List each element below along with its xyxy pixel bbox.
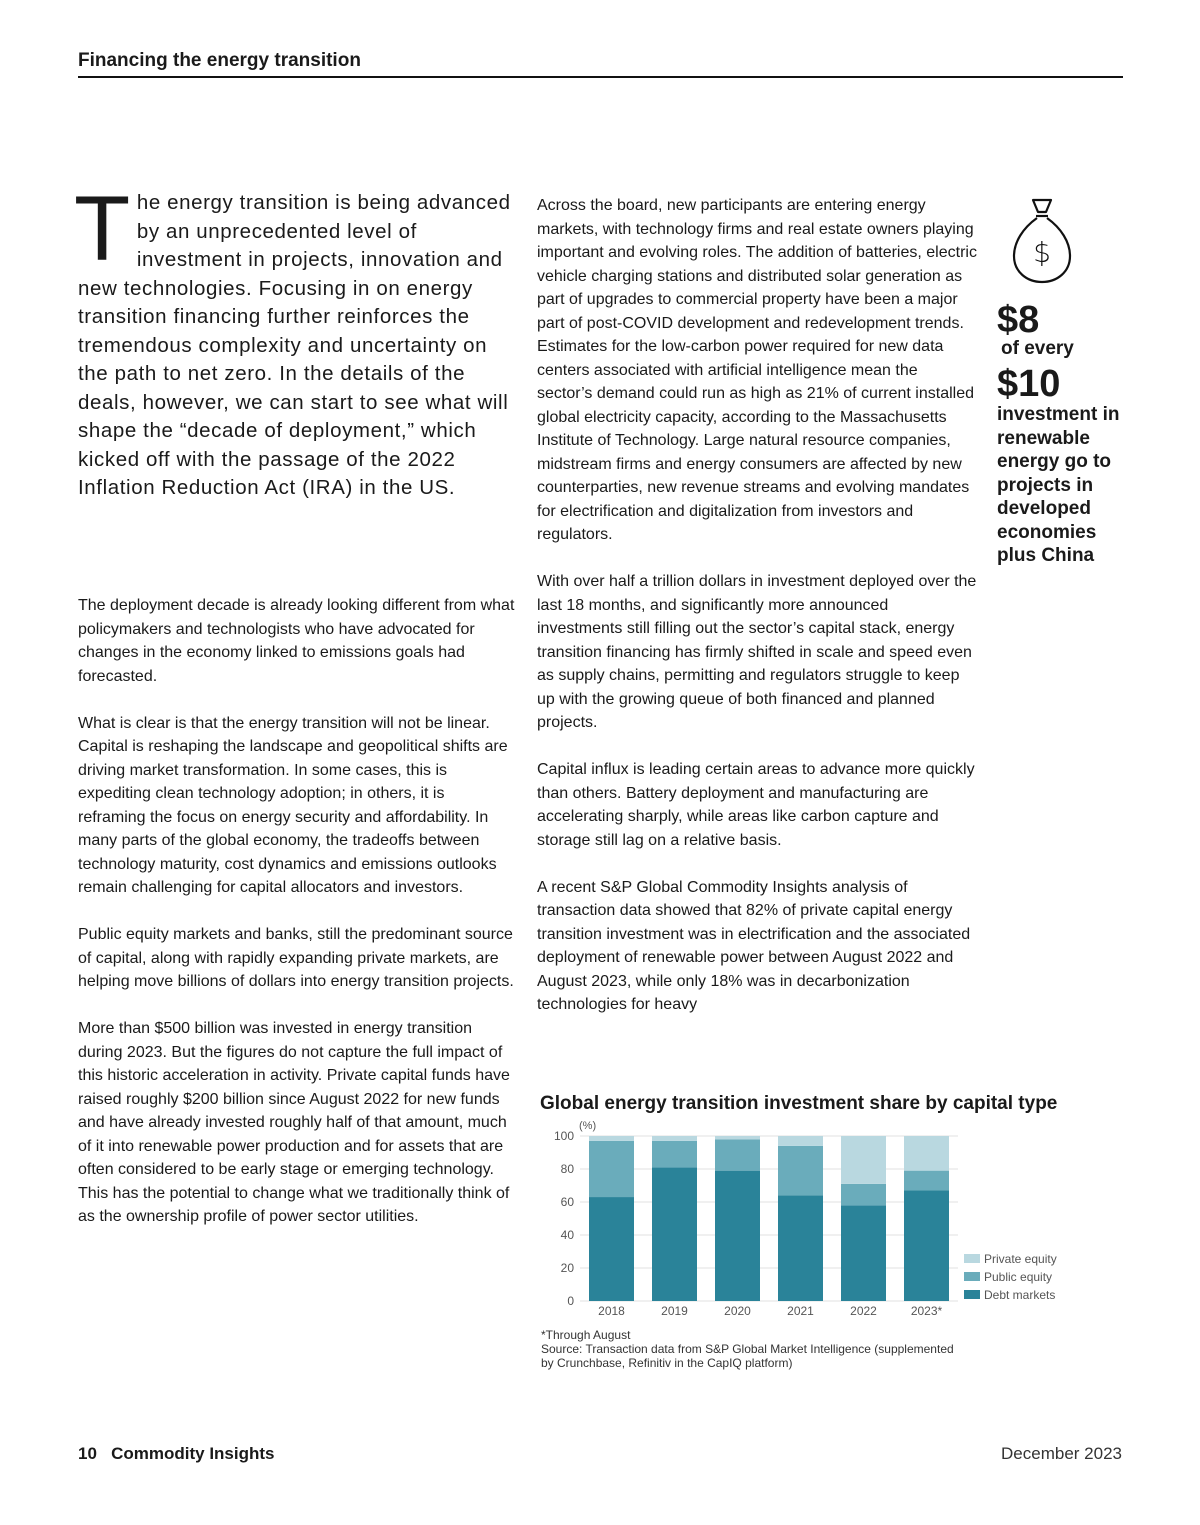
body-paragraph: Public equity markets and banks, still the predominant source of capital, along with rapidly expanding private markets, are helping move billions of dollars into energy transition projects. xyxy=(78,926,514,990)
lead-text: he energy transition is being advanced by an unprecedented level of investment in projects, innovation and new technologies. Focusing in on energy transition financing further reinforces the tremendous complexity and uncertainty on the path to net zero. In the details of the deals, however, we can start to see what will shape the “decade of deployment,” which kicked off with the passage of the 2022 Inflation Reduction Act (IRA) in the US. xyxy=(78,191,511,499)
y-tick-label: 80 xyxy=(560,1162,574,1176)
bar-segment-public-equity xyxy=(589,1141,634,1197)
y-tick-label: 60 xyxy=(560,1195,574,1209)
x-tick-label: 2022 xyxy=(850,1304,877,1318)
chart-notes xyxy=(541,1328,954,1370)
body-column-right xyxy=(537,194,977,1040)
bar-segment-private-equity xyxy=(715,1136,760,1139)
bar-segment-debt-markets xyxy=(778,1195,823,1301)
bar-segment-public-equity xyxy=(778,1146,823,1196)
lead-paragraph xyxy=(74,178,518,503)
bar-segment-public-equity xyxy=(841,1184,886,1205)
y-tick-label: 20 xyxy=(560,1261,574,1275)
money-bag-icon xyxy=(1011,190,1073,290)
header-divider xyxy=(78,76,1123,78)
stat-callout xyxy=(997,190,1127,568)
x-tick-label: 2018 xyxy=(598,1304,625,1318)
y-tick-label: 0 xyxy=(567,1294,574,1308)
bar-segment-debt-markets xyxy=(841,1205,886,1301)
chart-source-continued: by Crunchbase, Refinitiv in the CapIQ platform) xyxy=(541,1356,793,1370)
svg-text:$: $ xyxy=(1033,236,1051,269)
chart-source: Source: Transaction data from S&P Global Market Intelligence (supplemented xyxy=(541,1342,954,1356)
y-tick-label: 100 xyxy=(553,1129,574,1143)
bar-segment-debt-markets xyxy=(652,1167,697,1301)
x-tick-label: 2019 xyxy=(661,1304,688,1318)
x-tick-label: 2023* xyxy=(910,1304,943,1318)
stat-amount-secondary: $10 xyxy=(997,363,1061,405)
legend-label: Private equity xyxy=(984,1252,1057,1266)
x-tick-label: 2020 xyxy=(724,1304,751,1318)
bar-segment-public-equity xyxy=(652,1141,697,1167)
section-title: Financing the energy transition xyxy=(78,50,361,71)
legend-swatch xyxy=(964,1254,980,1263)
legend-swatch xyxy=(964,1290,980,1299)
stat-description: investment in renewable energy go to projects in developed economies plus China xyxy=(997,404,1120,566)
bar-segment-public-equity xyxy=(904,1171,949,1191)
publication-name: Commodity Insights xyxy=(111,1444,275,1463)
page-number: 10 xyxy=(78,1444,97,1463)
body-paragraph: A recent S&P Global Commodity Insights analysis of transaction data showed that 82% of private capital energy transition investment was in electrification and the associated deployment of renewable power between August 2022 and August 2023, while only 18% was in decarbonization technologies for heavy xyxy=(537,878,971,1013)
y-axis-label: (%) xyxy=(579,1120,597,1132)
body-paragraph: What is clear is that the energy transition will not be linear. Capital is reshaping the landscape and geopolitical shifts are driving market transformation. In some cases, this is expediting clean technology adoption; in others, it is reframing the focus on energy security and affordability. In many parts of the global economy, the tradeoffs between technology maturity, cost dynamics and emissions outlooks remain challenging for capital allocators and investors. xyxy=(78,714,508,896)
body-paragraph: More than $500 billion was invested in energy transition during 2023. But the figures do not capture the full impact of this historic acceleration in activity. Private capital funds have raised roughly $200 billion since August 2022 for new funds and have already invested roughly half of that amount, much of it into renewable power production and for assets that are often considered to be early stage or emerging technology. This has the potential to change what we traditionally think of as the ownership profile of power sector utilities. xyxy=(78,1020,510,1225)
stacked-bar-chart xyxy=(530,1117,1090,1322)
stat-amount-primary: $8 xyxy=(997,299,1040,341)
chart-footnote: *Through August xyxy=(541,1328,631,1342)
footer-date: December 2023 xyxy=(1001,1444,1122,1463)
footer-publication xyxy=(78,1444,275,1464)
legend-label: Debt markets xyxy=(984,1288,1056,1302)
bar-segment-private-equity xyxy=(778,1136,823,1146)
drop-cap: T xyxy=(74,178,131,280)
body-paragraph: Across the board, new participants are entering energy markets, with technology firms and real estate owners playing important and evolving roles. The addition of batteries, electric vehicle charging stations and distributed solar generation as part of upgrades to commercial property have been a major part of post-COVID development and redevelopment trends. Estimates for the low-carbon power required for new data centers associated with artificial intelligence mean the sector’s demand could run as high as 21% of current installed global electricity capacity, according to the Massachusetts Institute of Technology. Large natural resource companies, midstream firms and energy consumers are affected by new counterparties, new revenue streams and evolving mandates for electrification and digitalization from investors and regulators. xyxy=(537,197,977,543)
stat-connector: of every xyxy=(1001,338,1074,359)
x-tick-label: 2021 xyxy=(787,1304,814,1318)
bar-segment-private-equity xyxy=(589,1136,634,1141)
bar-segment-public-equity xyxy=(715,1139,760,1170)
bar-segment-private-equity xyxy=(652,1136,697,1141)
bar-segment-private-equity xyxy=(841,1136,886,1184)
body-column-left xyxy=(78,594,516,1252)
bar-segment-debt-markets xyxy=(715,1171,760,1301)
bar-segment-debt-markets xyxy=(904,1190,949,1301)
y-tick-label: 40 xyxy=(560,1228,574,1242)
bar-segment-debt-markets xyxy=(589,1197,634,1301)
body-paragraph: With over half a trillion dollars in investment deployed over the last 18 months, and significantly more announced investments still filling out the sector’s capital stack, energy transition financing has firmly shifted in scale and speed even as supply chains, permitting and regulators struggle to keep up with the growing queue of both financed and planned projects. xyxy=(537,573,977,731)
body-paragraph: The deployment decade is already looking different from what policymakers and technologists who have advocated for changes in the economy linked to emissions goals had forecasted. xyxy=(78,597,515,685)
chart-title: Global energy transition investment share by capital type xyxy=(540,1093,1058,1114)
legend-label: Public equity xyxy=(984,1270,1053,1284)
body-paragraph: Capital influx is leading certain areas to advance more quickly than others. Battery deployment and manufacturing are accelerating sharply, while areas like carbon capture and storage still lag on a relative basis. xyxy=(537,761,975,849)
legend-swatch xyxy=(964,1272,980,1281)
bar-segment-private-equity xyxy=(904,1136,949,1171)
